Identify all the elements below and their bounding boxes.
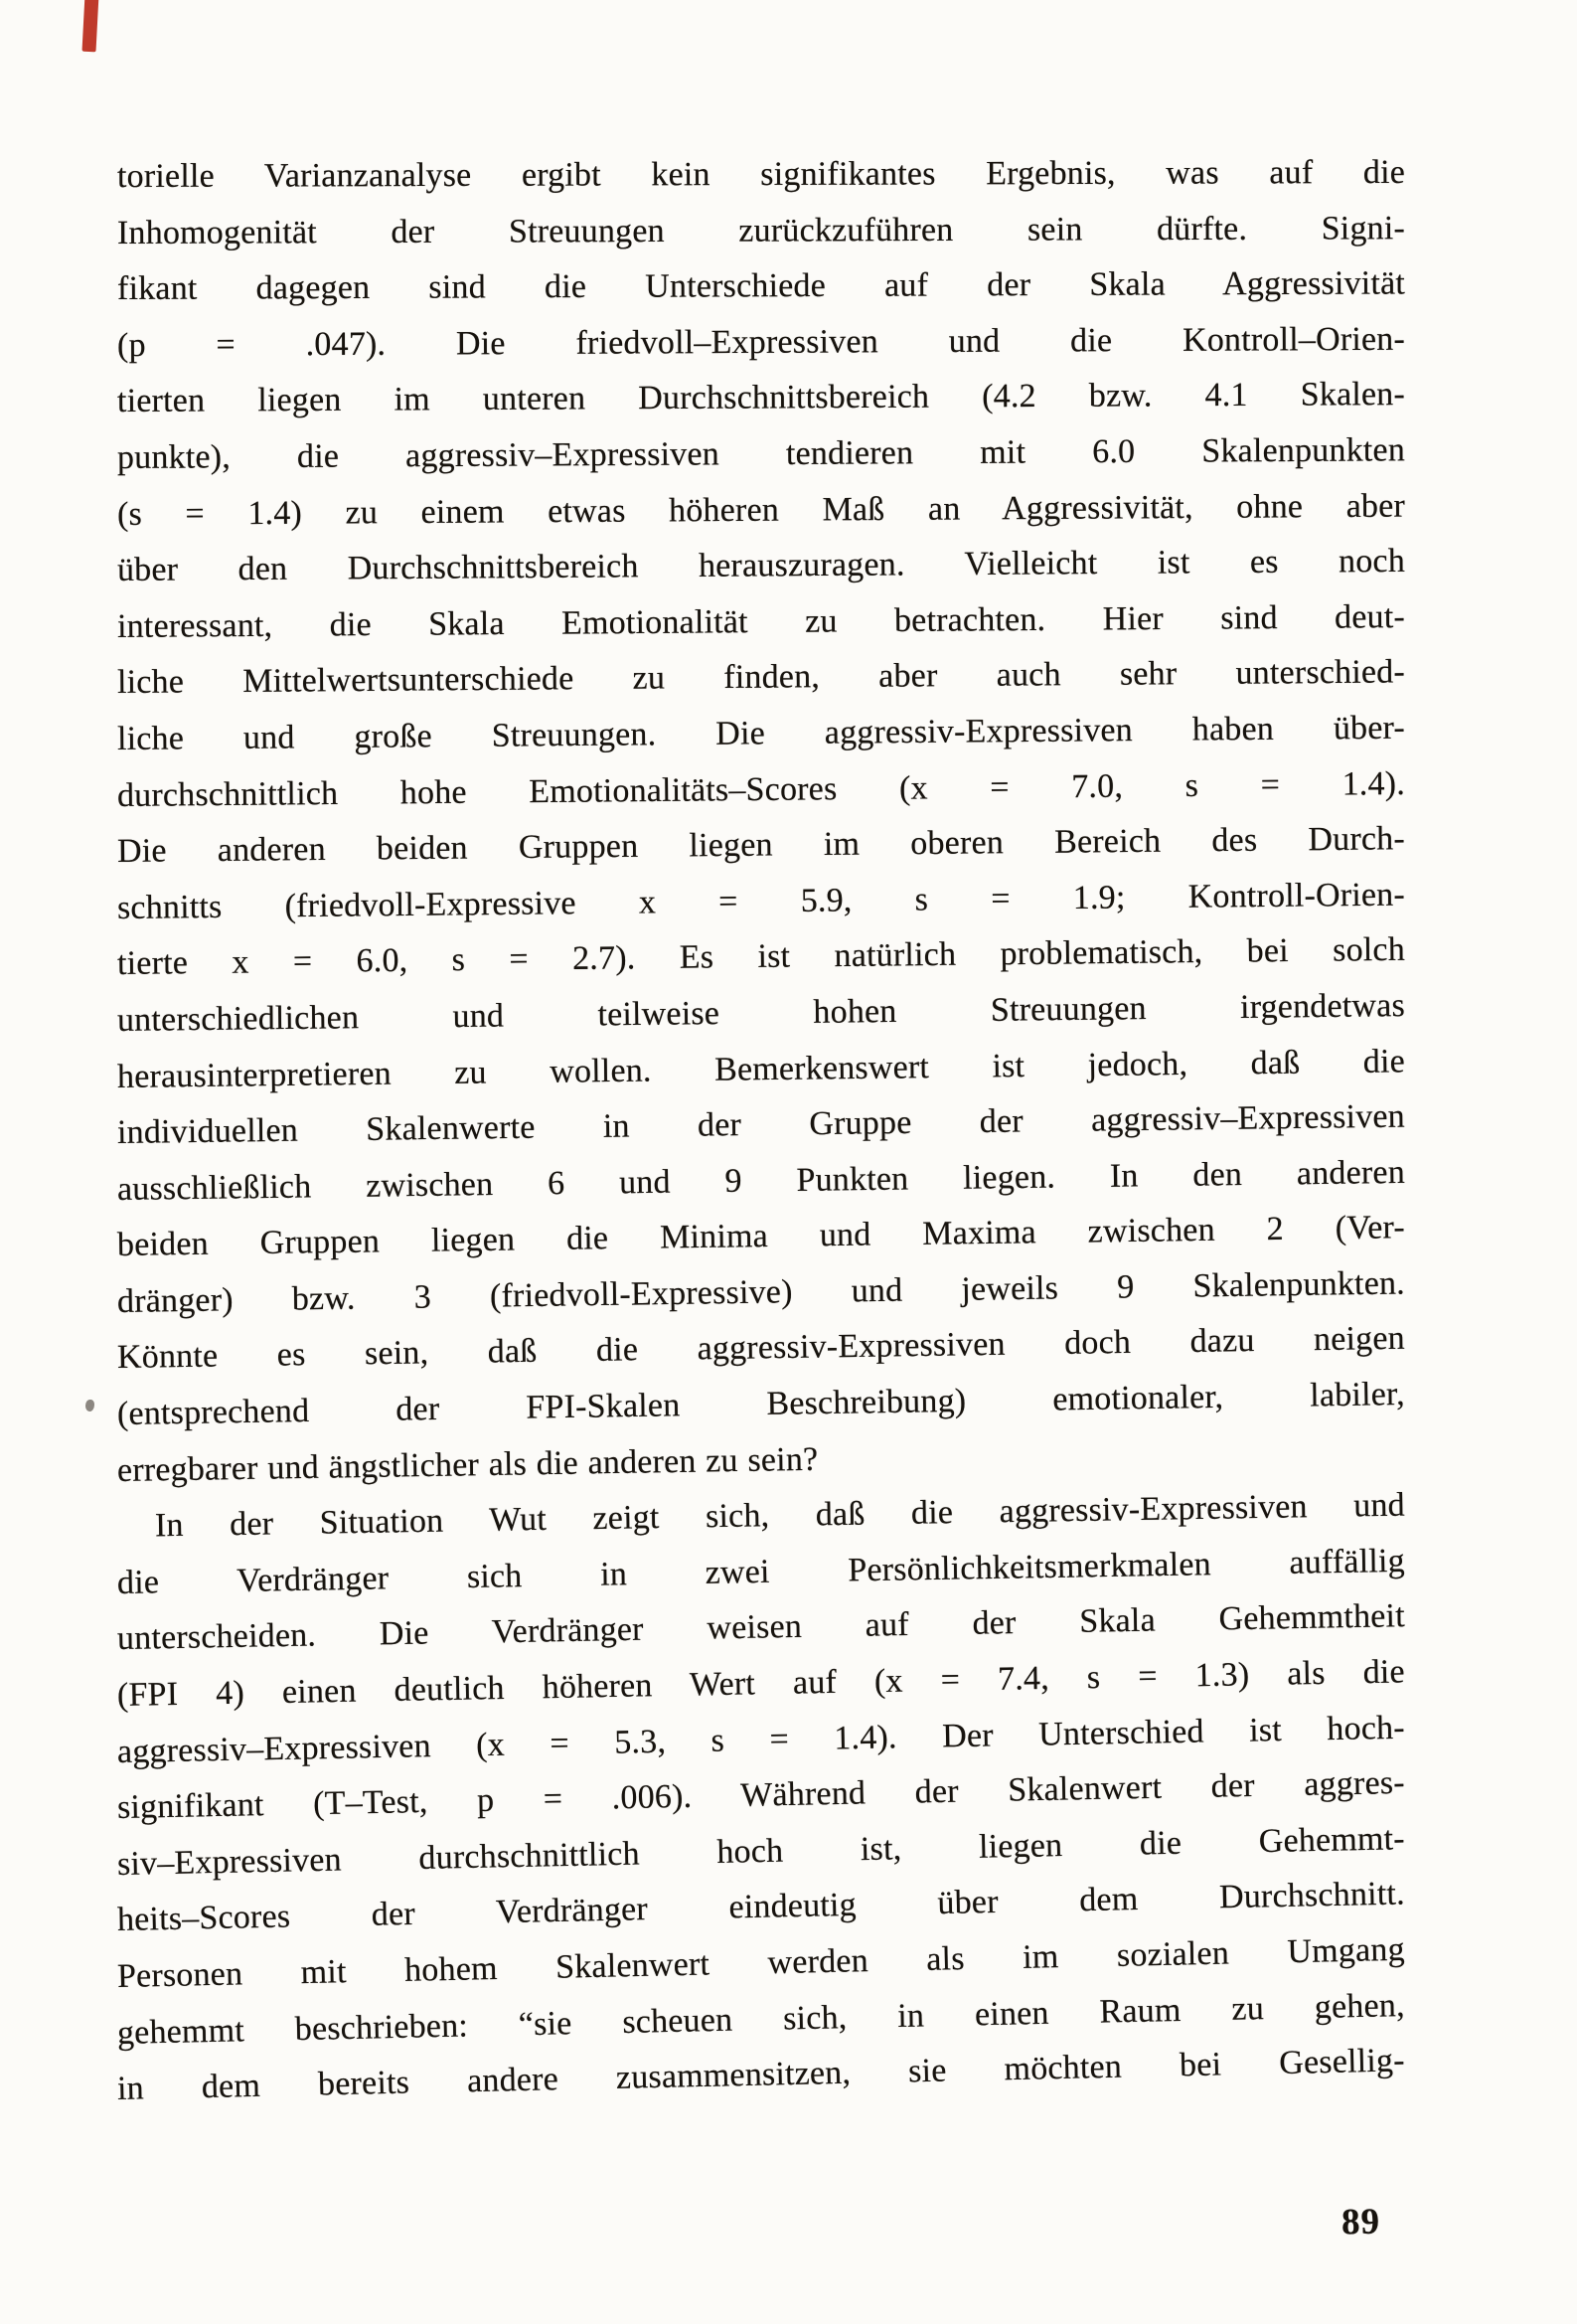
text-line: gehemmt beschrieben: “sie scheuen sich, in einen Raum zu gehen, bbox=[116, 1986, 1406, 2052]
text-line: durchschnittlich hohe Emotionalitäts–Scores (x = 7.0, s = 1.4). bbox=[116, 764, 1406, 814]
text-line: fikant dagegen sind die Unterschiede auf der Skala Aggressivität bbox=[116, 264, 1406, 308]
text-line: tierte x = 6.0, s = 2.7). Es ist natürlich problematisch, bei solch bbox=[116, 931, 1406, 983]
text-line: (FPI 4) einen deutlich höheren Wert auf (x = 7.4, s = 1.3) als die bbox=[116, 1653, 1406, 1715]
page-number: 89 bbox=[1340, 2201, 1381, 2243]
text-line: heits–Scores der Verdränger eindeutig über dem Durchschnitt. bbox=[116, 1875, 1406, 1939]
text-line: interessant, die Skala Emotionalität zu betrachten. Hier sind deut- bbox=[116, 597, 1406, 645]
text-line: erregbarer und ängstlicher als die anderen zu sein? bbox=[116, 1440, 819, 1489]
text-line: tierten liegen im unteren Durchschnittsbereich (4.2 bzw. 4.1 Skalen- bbox=[116, 376, 1406, 420]
text-line: die Verdränger sich in zwei Persönlichkeitsmerkmalen auffällig bbox=[116, 1542, 1406, 1601]
text-line: unterschiedlichen und teilweise hohen Streuungen irgendetwas bbox=[116, 986, 1406, 1039]
text-line: über den Durchschnittsbereich herauszuragen. Vielleicht ist es noch bbox=[116, 543, 1406, 589]
text-line: (p = .047). Die friedvoll–Expressiven und die Kontroll–Orien- bbox=[116, 320, 1406, 364]
text-line: liche und große Streuungen. Die aggressiv-Expressiven haben über- bbox=[116, 709, 1406, 757]
text-line: liche Mittelwertsunterschiede zu finden, aber auch sehr unterschied- bbox=[116, 653, 1406, 702]
text-line: torielle Varianzanalyse ergibt kein signifikantes Ergebnis, was auf die bbox=[116, 153, 1406, 195]
text-line: Könnte es sein, daß die aggressiv-Expressiven doch dazu neigen bbox=[116, 1320, 1406, 1377]
text-line: (entsprechend der FPI-Skalen Beschreibung) emotionaler, labiler, bbox=[116, 1376, 1406, 1433]
text-line: in dem bereits andere zusammensitzen, sie möchten bei Gesellig- bbox=[116, 2042, 1406, 2108]
scan-artifact-speck bbox=[85, 1400, 94, 1411]
text-line: (s = 1.4) zu einem etwas höheren Maß an Aggressivität, ohne aber bbox=[116, 487, 1406, 533]
text-line: dränger) bzw. 3 (friedvoll-Expressive) und jeweils 9 Skalenpunkten. bbox=[116, 1264, 1406, 1320]
text-line: individuellen Skalenwerte in der Gruppe der aggressiv–Expressiven bbox=[116, 1097, 1406, 1152]
text-line: In der Situation Wut zeigt sich, daß die aggressiv-Expressiven und bbox=[154, 1486, 1406, 1545]
text-line: ausschließlich zwischen 6 und 9 Punkten liegen. In den anderen bbox=[116, 1153, 1406, 1208]
text-line: schnitts (friedvoll-Expressive x = 5.9, s = 1.9; Kontroll-Orien- bbox=[116, 876, 1406, 926]
scan-artifact-red-mark bbox=[81, 0, 98, 52]
page-body-text bbox=[117, 149, 1405, 2118]
text-line: siv–Expressiven durchschnittlich hoch ist, liegen die Gehemmt- bbox=[116, 1820, 1406, 1883]
text-line: punkte), die aggressiv–Expressiven tendieren mit 6.0 Skalenpunkten bbox=[116, 431, 1406, 476]
text-line: Die anderen beiden Gruppen liegen im oberen Bereich des Durch- bbox=[116, 820, 1406, 871]
text-line: Personen mit hohem Skalenwert werden als im sozialen Umgang bbox=[116, 1930, 1406, 1995]
text-line: unterscheiden. Die Verdränger weisen auf der Skala Gehemmtheit bbox=[116, 1597, 1406, 1658]
text-line: signifikant (T–Test, p = .006). Während der Skalenwert der aggres- bbox=[116, 1764, 1406, 1827]
text-line: herausinterpretieren zu wollen. Bemerkenswert ist jedoch, daß die bbox=[116, 1042, 1406, 1095]
text-line: beiden Gruppen liegen die Minima und Maxima zwischen 2 (Ver- bbox=[116, 1209, 1406, 1264]
text-line: aggressiv–Expressiven (x = 5.3, s = 1.4). Der Unterschied ist hoch- bbox=[116, 1709, 1406, 1770]
text-line: Inhomogenität der Streuungen zurückzuführen sein dürfte. Signi- bbox=[116, 209, 1406, 251]
